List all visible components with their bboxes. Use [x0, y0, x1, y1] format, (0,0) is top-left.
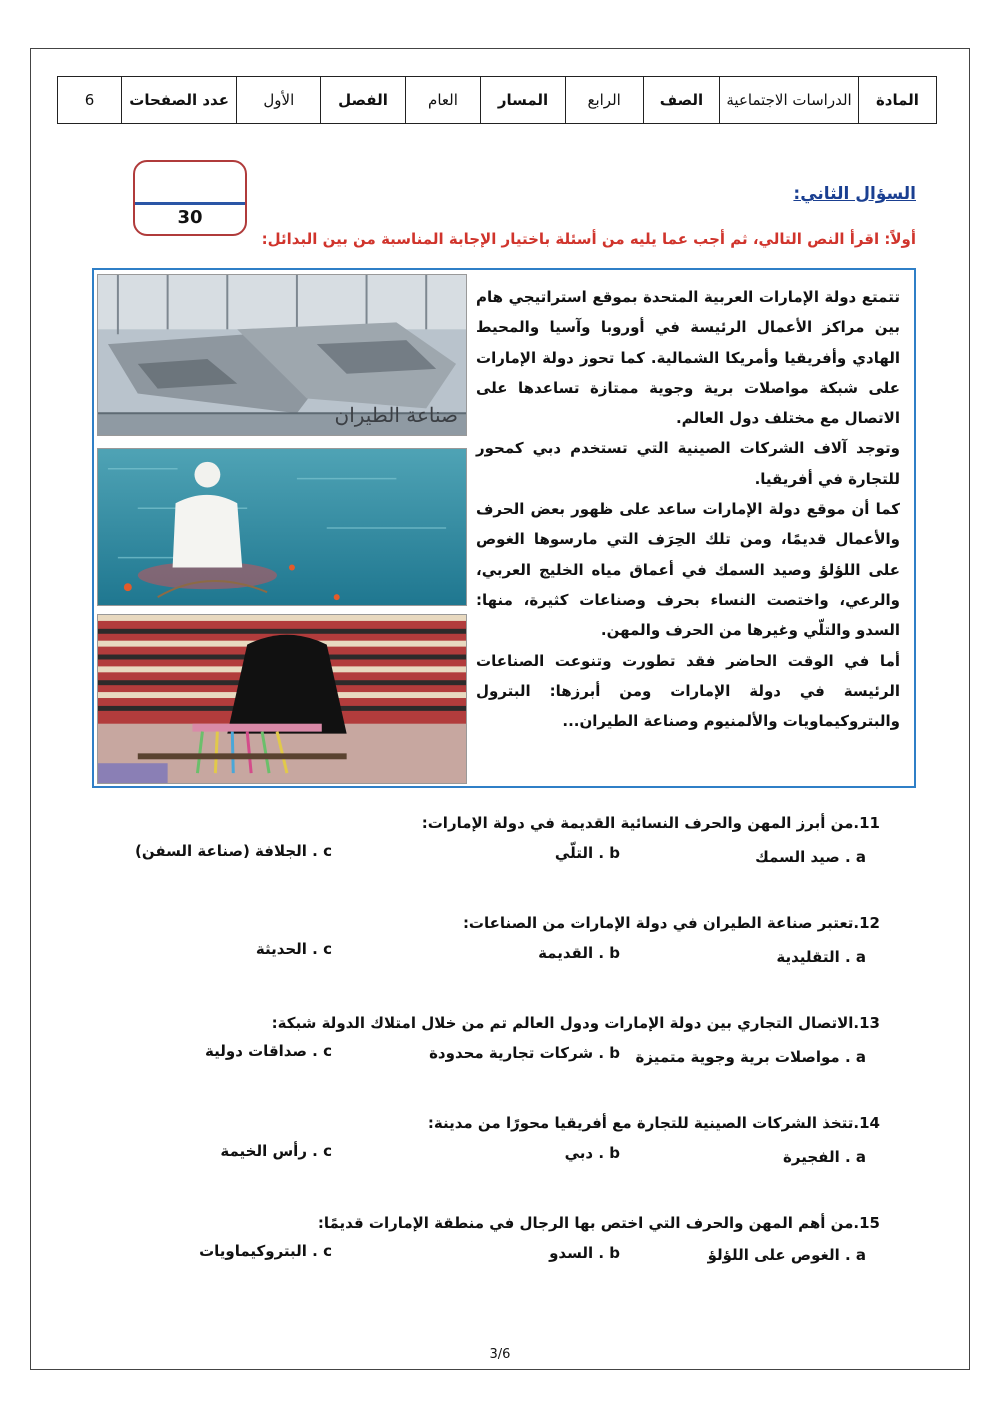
question-11-option-a[interactable]: a . صيد السمك	[755, 848, 866, 866]
passage-paragraph: كما أن موقع دولة الإمارات ساعد على ظهور بعض الحرف والأعمال قديمًا، ومن تلك الحِرَف التي مارسوها الغوص على اللؤلؤ وصيد السمك في أعماق مياه الخليج العربي، والرعي، واختصت النساء بحرف وصناعات كثيرة، منها: السدو والتلّي وغيرها من الحرف والمهن.	[476, 500, 900, 640]
subject-label: المادة	[858, 77, 936, 124]
term-value: الأول	[237, 77, 321, 124]
question-11: 11.من أبرز المهن والحرف النسائية القديمة في دولة الإمارات:	[421, 814, 880, 832]
grade-label: الصف	[643, 77, 720, 124]
fishing-photo	[97, 448, 467, 606]
question-13-option-c[interactable]: c . صداقات دولية	[205, 1042, 332, 1060]
question-15-option-c[interactable]: c . البتروكيماويات	[199, 1242, 332, 1260]
question-12-option-a[interactable]: a . التقليدية	[776, 948, 866, 966]
weaving-photo	[97, 614, 467, 784]
pages-value: 6	[58, 77, 122, 124]
header-table	[57, 76, 937, 124]
question-13-option-b[interactable]: b . شركات تجارية محدودة	[429, 1044, 620, 1062]
sadu-weaving-image	[98, 615, 466, 783]
section-title: السؤال الثاني:	[793, 184, 916, 204]
question-15: 15.من أهم المهن والحرف التي اختص بها الرجال في منطقة الإمارات قديمًا:	[317, 1214, 880, 1232]
score-divider	[135, 202, 245, 205]
question-12: 12.تعتبر صناعة الطيران في دولة الإمارات من الصناعات:	[462, 914, 880, 932]
subject-value: الدراسات الاجتماعية	[720, 77, 859, 124]
question-13-option-a[interactable]: a . مواصلات برية وجوية متميزة	[635, 1048, 866, 1066]
question-14: 14.تتخذ الشركات الصينية للتجارة مع أفريقيا محورًا من مدينة:	[427, 1114, 880, 1132]
score-value: 30	[177, 207, 203, 228]
page-number: 3/6	[489, 1347, 511, 1362]
question-11-option-b[interactable]: b . التلّي	[554, 844, 620, 862]
track-value: العام	[405, 77, 481, 124]
pages-label: عدد الصفحات	[121, 77, 236, 124]
question-15-option-b[interactable]: b . السدو	[549, 1244, 620, 1262]
term-label: الفصل	[321, 77, 405, 124]
track-label: المسار	[481, 77, 565, 124]
question-14-option-a[interactable]: a . الفجيرة	[783, 1148, 866, 1166]
question-15-option-a[interactable]: a . الغوص على اللؤلؤ	[707, 1246, 866, 1264]
score-box	[133, 160, 247, 236]
passage-box	[92, 268, 916, 788]
passage-paragraph: تتمتع دولة الإمارات العربية المتحدة بموقع استراتيجي هام بين مراكز الأعمال الرئيسة في أوروبا وآسيا والمحيط الهادي وأفريقيا وأمريكا الشمالية. كما تحوز دولة الإمارات على شبكة مواصلات برية وجوية ممتازة تساعدها على الاتصال مع مختلف دول العالم.	[476, 288, 900, 428]
question-12-option-c[interactable]: c . الحديثة	[255, 940, 332, 958]
fisherman-sea-image	[98, 449, 466, 605]
instruction: أولاً: اقرأ النص التالي، ثم أجب عما يليه من أسئلة باختيار الإجابة المناسبة من بين البدائل:	[261, 230, 916, 248]
reading-passage	[476, 282, 900, 736]
passage-paragraph: أما في الوقت الحاضر فقد تطورت وتنوعت الصناعات الرئيسة في دولة الإمارات ومن أبرزها: البترول والبتروكيماويات والألمنيوم وصناعة الطيران...	[476, 651, 900, 731]
aviation-industry-photo	[97, 274, 467, 436]
passage-paragraph: وتوجد آلاف الشركات الصينية التي تستخدم دبي كمحور للتجارة في أفريقيا.	[476, 439, 900, 488]
grade-value: الرابع	[565, 77, 643, 124]
question-14-option-b[interactable]: b . دبي	[564, 1144, 620, 1162]
aviation-caption: صناعة الطيران	[334, 403, 458, 427]
question-13: 13.الاتصال التجاري بين دولة الإمارات ودول العالم تم من خلال امتلاك الدولة شبكة:	[271, 1014, 880, 1032]
question-14-option-c[interactable]: c . رأس الخيمة	[220, 1142, 332, 1160]
question-12-option-b[interactable]: b . القديمة	[538, 944, 620, 962]
question-11-option-c[interactable]: c . الجلافة (صناعة السفن)	[134, 842, 332, 860]
